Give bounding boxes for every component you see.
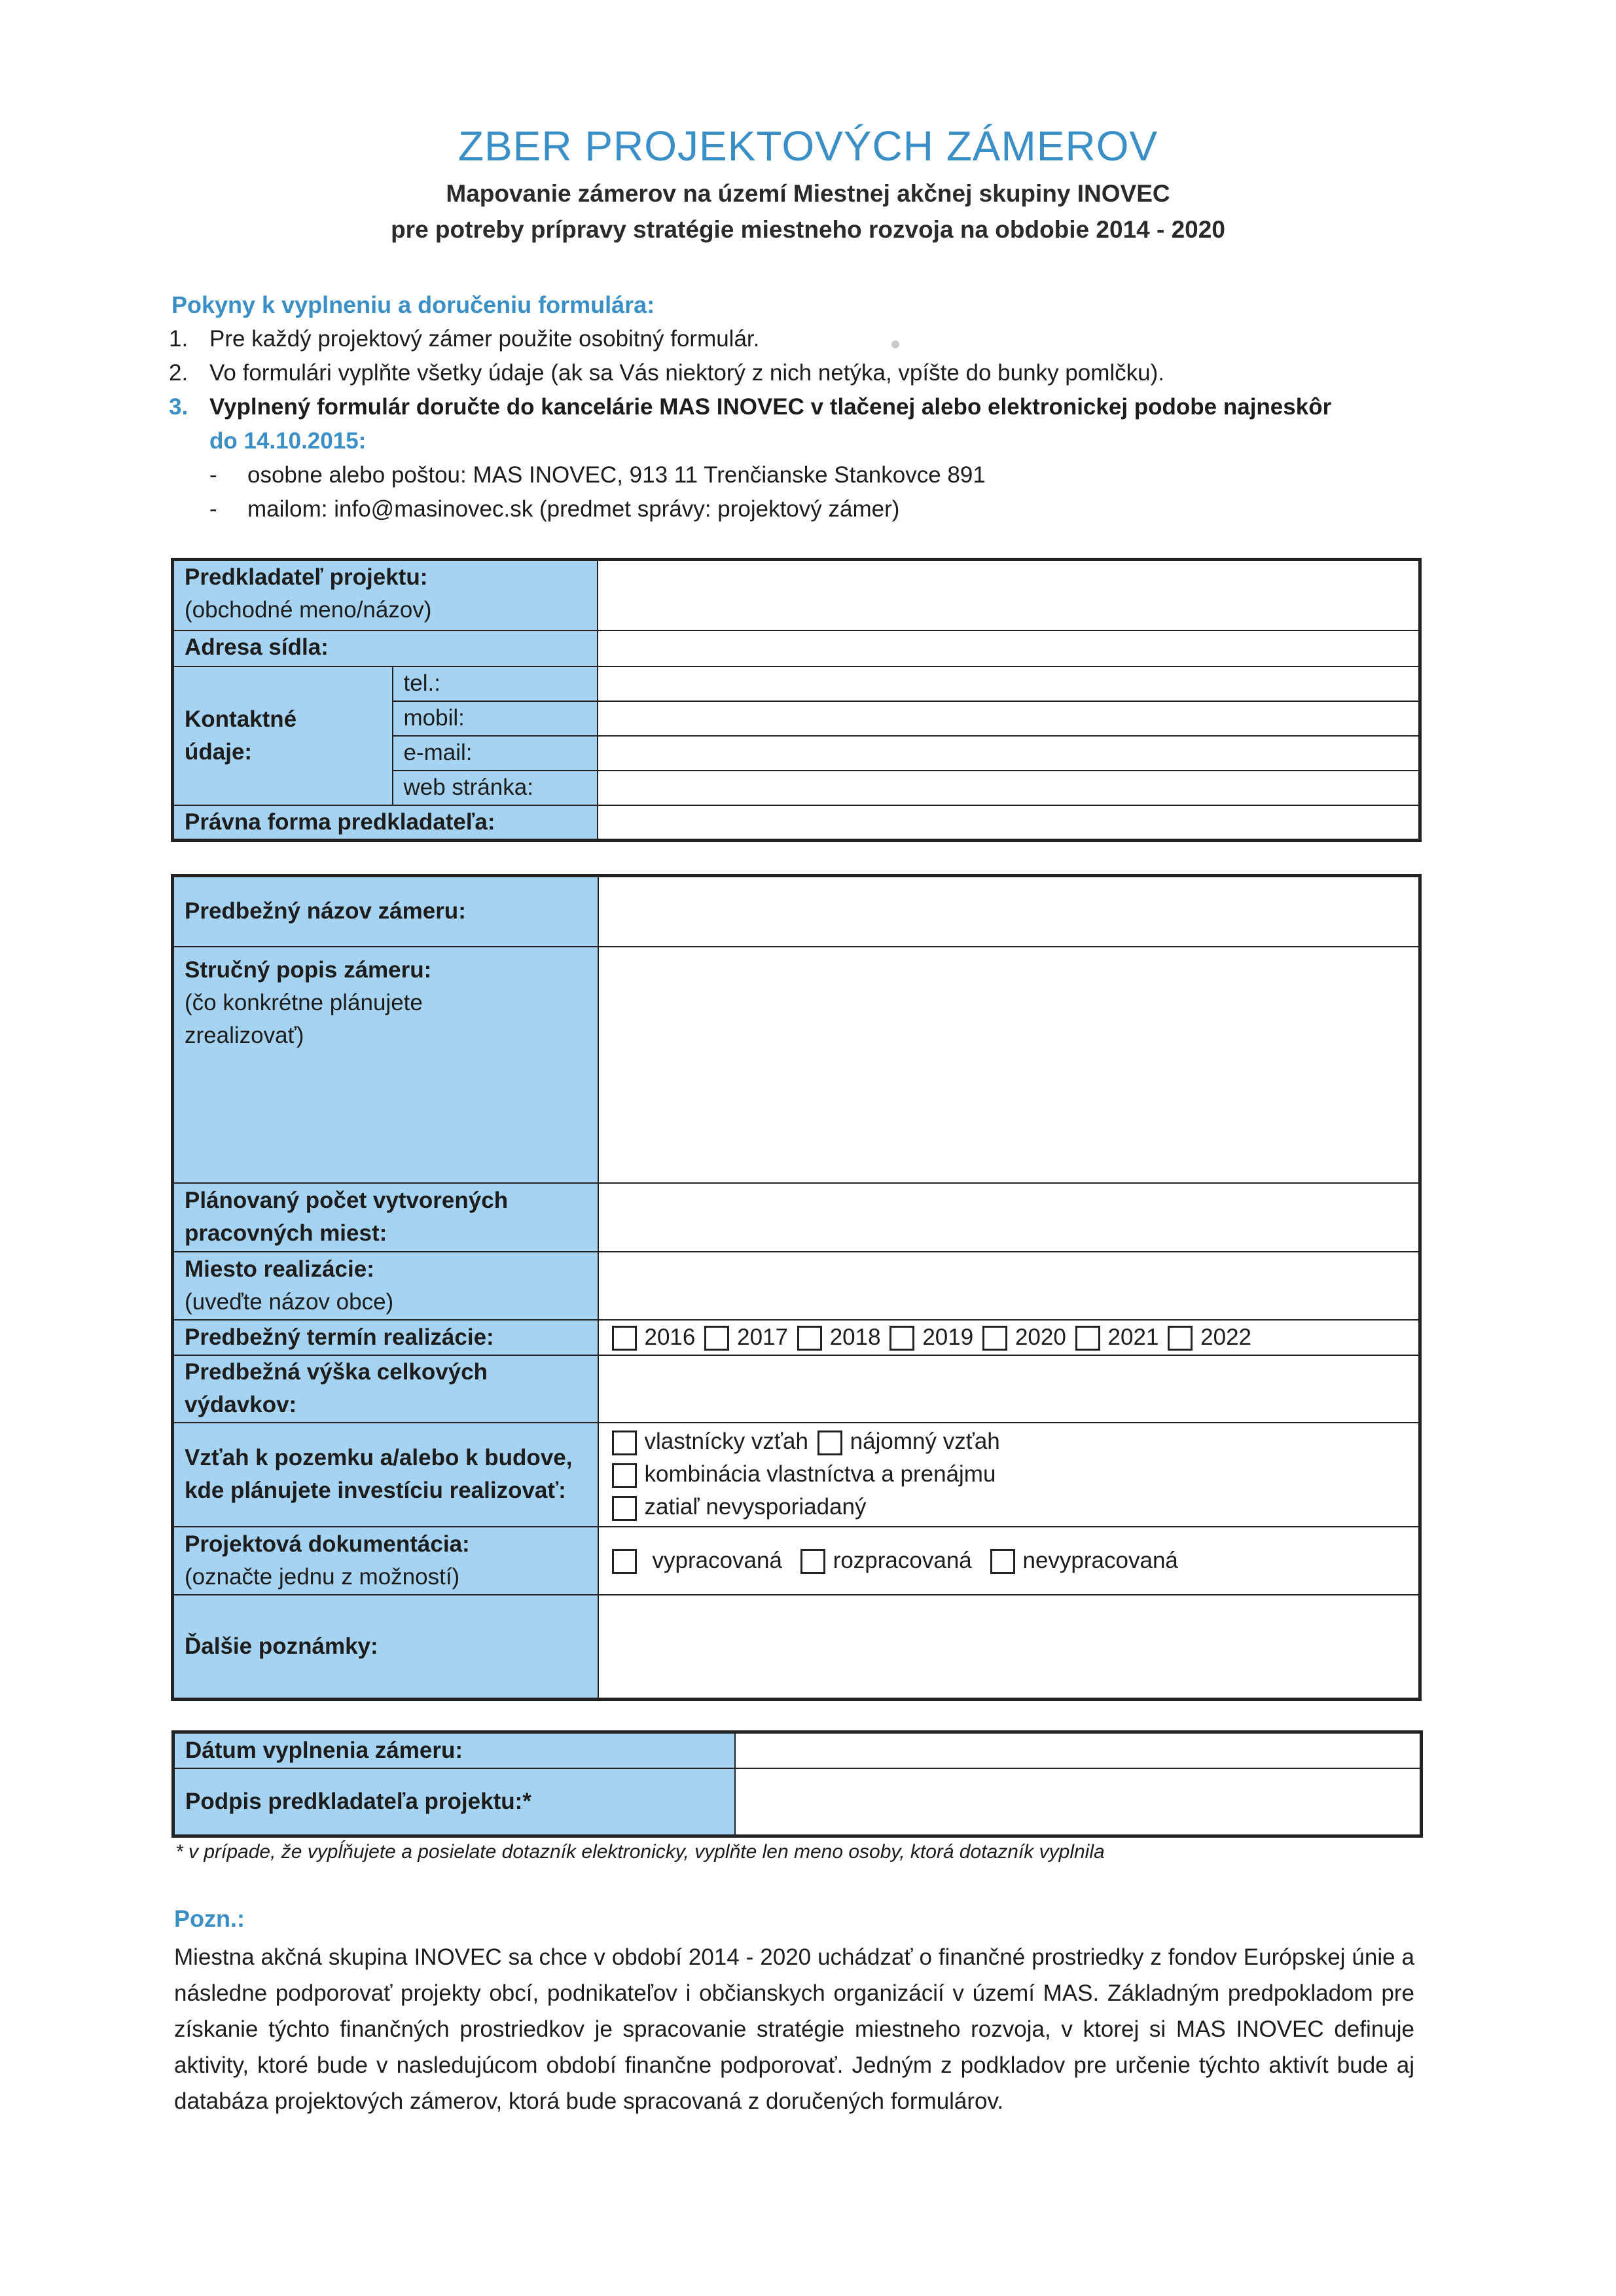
checkbox-rozpracovana[interactable]	[800, 1549, 825, 1574]
nazov-input[interactable]	[598, 876, 1420, 947]
instruction-item: 1. Pre každý projektový zámer použite osobitný formulár.	[169, 326, 760, 352]
podpis-input[interactable]	[735, 1768, 1422, 1836]
checkbox-2021[interactable]	[1075, 1326, 1100, 1351]
year-option: 2017	[704, 1321, 788, 1354]
mobil-input[interactable]	[598, 701, 1420, 736]
checkbox-2019[interactable]	[889, 1326, 914, 1351]
project-table	[171, 874, 1422, 1701]
email-input[interactable]	[598, 736, 1420, 771]
form-title: ZBER PROJEKTOVÝCH ZÁMEROV	[458, 122, 1158, 170]
email-label: e-mail:	[393, 736, 598, 771]
poznamky-input[interactable]	[598, 1595, 1420, 1700]
predkladatel-input[interactable]	[598, 560, 1420, 630]
delivery-option: - osobne alebo poštou: MAS INOVEC, 913 11 Trenčianske Stankovce 891	[209, 462, 986, 488]
vztah-label-cell: Vzťah k pozemku a/alebo k budove, kde plánujete investíciu realizovať:	[173, 1423, 598, 1527]
pravna-forma-label: Právna forma predkladateľa:	[173, 805, 598, 841]
termin-options	[598, 1320, 1420, 1355]
vztah-option: kombinácia vlastníctva a prenájmu	[612, 1458, 996, 1491]
vztah-option: zatiaľ nevysporiadaný	[612, 1491, 867, 1523]
dokumentacia-option: vypracovaná	[612, 1544, 782, 1577]
instruction-item: 3. Vyplnený formulár doručte do kancelárie MAS INOVEC v tlačenej alebo elektronickej podobe najneskôr	[169, 394, 1332, 420]
vydavky-label-cell: Predbežná výška celkových výdavkov:	[173, 1355, 598, 1423]
predkladatel-label-cell: Predkladateľ projektu: (obchodné meno/názov)	[173, 560, 598, 630]
miesta-input[interactable]	[598, 1183, 1420, 1252]
popis-label-cell: Stručný popis zámeru: (čo konkrétne plánujete zrealizovať)	[173, 947, 598, 1183]
checkbox-najomny[interactable]	[817, 1430, 842, 1455]
dokumentacia-label-cell: Projektová dokumentácia: (označte jednu z možností)	[173, 1527, 598, 1595]
note-body: Miestna akčná skupina INOVEC sa chce v období 2014 - 2020 uchádzať o finančné prostriedky z fondov Európskej únie a následne podporovať projekty obcí, podnikateľov i občianskych organizácií v území MAS. Základným predpokladom pre získanie týchto finančných prostriedkov je spracovanie stratégie miestneho rozvoja, v ktorej si MAS INOVEC definuje aktivity, ktoré bude v nasledujúcom období finančne podporovať. Jedným z podkladov pre určenie týchto aktivít bude aj databáza projektových zámerov, ktorá bude spracovaná z doručených formulárov.	[174, 1944, 1414, 2114]
instruction-item: 2. Vo formulári vyplňte všetky údaje (ak sa Vás niektorý z nich netýka, vpíšte do bunky pomlčku).	[169, 360, 1165, 386]
dokumentacia-options	[598, 1527, 1420, 1595]
termin-label: Predbežný termín realizácie:	[173, 1320, 598, 1355]
pravna-forma-input[interactable]	[598, 805, 1420, 841]
datum-label: Dátum vyplnenia zámeru:	[173, 1732, 735, 1768]
dokumentacia-option: nevypracovaná	[990, 1544, 1178, 1577]
miesta-label-cell: Plánovaný počet vytvorených pracovných miest:	[173, 1183, 598, 1252]
checkbox-2018[interactable]	[797, 1326, 822, 1351]
mobil-label: mobil:	[393, 701, 598, 736]
checkbox-2020[interactable]	[982, 1326, 1007, 1351]
instructions-heading: Pokyny k vyplneniu a doručeniu formulára:	[171, 291, 655, 318]
year-option: 2021	[1075, 1321, 1159, 1354]
popis-input[interactable]	[598, 947, 1420, 1183]
datum-input[interactable]	[735, 1732, 1422, 1768]
adresa-input[interactable]	[598, 630, 1420, 666]
nazov-label: Predbežný názov zámeru:	[173, 876, 598, 947]
year-option: 2020	[982, 1321, 1066, 1354]
vydavky-input[interactable]	[598, 1355, 1420, 1423]
checkbox-2016[interactable]	[612, 1326, 637, 1351]
vztah-options	[598, 1423, 1420, 1527]
year-option: 2018	[797, 1321, 881, 1354]
poznamky-label: Ďalšie poznámky:	[173, 1595, 598, 1700]
footnote: * v prípade, že vypĺňujete a posielate dotazník elektronicky, vyplňte len meno osoby, ktorá dotazník vyplnila	[175, 1841, 1105, 1863]
subtitle-line-1: Mapovanie zámerov na území Miestnej akčnej skupiny INOVEC	[446, 180, 1170, 207]
miesto-label-cell: Miesto realizácie: (uveďte názov obce)	[173, 1252, 598, 1320]
year-option: 2019	[889, 1321, 973, 1354]
year-option: 2016	[612, 1321, 696, 1354]
note-heading: Pozn.:	[174, 1905, 245, 1932]
delivery-option: - mailom: info@masinovec.sk (predmet správy: projektový zámer)	[209, 496, 900, 522]
checkbox-nevypracovana[interactable]	[990, 1549, 1015, 1574]
checkbox-kombinacia[interactable]	[612, 1463, 637, 1488]
applicant-table	[171, 558, 1422, 842]
podpis-label: Podpis predkladateľa projektu:*	[173, 1768, 735, 1836]
signature-table	[171, 1730, 1423, 1838]
vztah-option: vlastnícky vzťah	[612, 1425, 808, 1458]
checkbox-vypracovana[interactable]	[612, 1549, 637, 1574]
checkbox-2017[interactable]	[704, 1326, 729, 1351]
instructions-list	[169, 322, 1452, 526]
tel-input[interactable]	[598, 666, 1420, 701]
tel-label: tel.:	[393, 666, 598, 701]
subtitle-line-2: pre potreby prípravy stratégie miestneho rozvoja na obdobie 2014 - 2020	[391, 216, 1225, 243]
dokumentacia-option: rozpracovaná	[800, 1544, 972, 1577]
year-option: 2022	[1168, 1321, 1251, 1354]
vztah-option: nájomný vzťah	[817, 1425, 1000, 1458]
miesto-input[interactable]	[598, 1252, 1420, 1320]
adresa-label: Adresa sídla:	[173, 630, 598, 666]
checkbox-vlastnicky[interactable]	[612, 1430, 637, 1455]
kontakt-label-cell: Kontaktné údaje:	[173, 666, 393, 805]
checkbox-2022[interactable]	[1168, 1326, 1193, 1351]
checkbox-nevysporiadany[interactable]	[612, 1496, 637, 1521]
web-input[interactable]	[598, 771, 1420, 805]
web-label: web stránka:	[393, 771, 598, 805]
deadline: do 14.10.2015:	[209, 428, 367, 454]
